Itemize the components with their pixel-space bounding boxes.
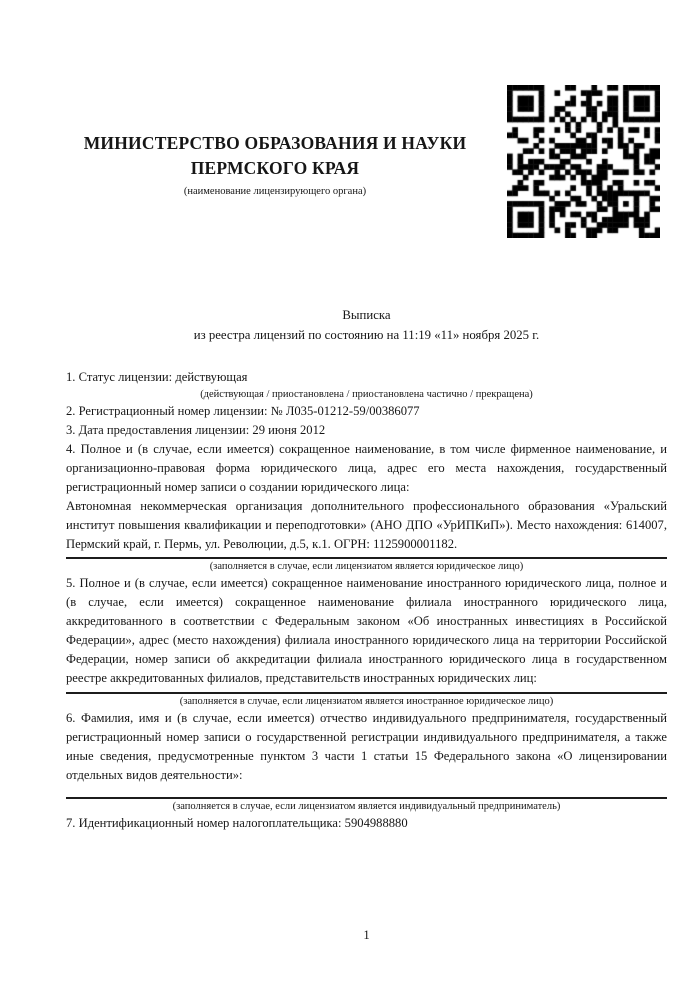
licensing-authority-caption: (наименование лицензирующего органа) [183, 186, 367, 197]
qr-code [507, 85, 660, 238]
document-title-line2: из реестра лицензий по состоянию на 11:19 «11» ноября 2025 г. [193, 328, 540, 342]
taxpayer-id-line: 7. Идентификационный номер налогоплательщика: 5904988880 [66, 816, 408, 830]
document-title-line1: Выписка [342, 308, 391, 322]
registration-number-line: 2. Регистрационный номер лицензии: № Л035-01212-59/00386077 [66, 404, 420, 418]
license-status-line: 1. Статус лицензии: действующая [66, 370, 248, 384]
foreign-entity-caption: (заполняется в случае, если лицензиатом является иностранное юридическое лицо) [179, 696, 554, 707]
foreign-entity-label: 5. Полное и (в случае, если имеется) сокращенное наименование иностранного юридического лица, полное и (в случае, если имеется) сокращенное наименование филиала иностранного юридического лица, аккредитованного в соответствии с Федеральным законом «Об иностранных инвестициях в Российской Федерации», адрес (место нахождения) филиала иностранного юридического лица на территории Российской Федерации, номер записи об аккредитации филиала иностранного юридического лица в государственном реестре аккредитованных филиалов, представительств иностранных юридических лиц: [66, 576, 667, 685]
ministry-header [66, 131, 484, 199]
ministry-name-line2: ПЕРМСКОГО КРАЯ [190, 158, 360, 178]
page-number: 1 [363, 928, 370, 942]
legal-entity-label: 4. Полное и (в случае, если имеется) сокращенное наименование, в том числе фирменное наименование, и организационно-правовая форма юридического лица, адрес его места нахождения, государственный регистрационный номер записи о создании юридического лица: [66, 442, 667, 494]
entrepreneur-caption: (заполняется в случае, если лицензиатом является индивидуальный предприниматель) [172, 801, 561, 812]
ministry-name-line1: МИНИСТЕРСТВО ОБРАЗОВАНИЯ И НАУКИ [83, 133, 467, 153]
document-title [66, 305, 667, 345]
legal-entity-value: Автономная некоммерческая организация дополнительного профессионального образования «Уральский институт повышения квалификации и переподготовки» (АНО ДПО «УрИПКиП»). Место нахождения: 614007, Пермский край, г. Пермь, ул. Революции, д.5, к.1. ОГРН: 1125900001182. [66, 499, 667, 551]
entrepreneur-label: 6. Фамилия, имя и (в случае, если имеется) отчество индивидуального предпринимателя, государственный регистрационный номер записи о государственной регистрации индивидуального предпринимателя, а также иные сведения, предусмотренные пунктом 3 части 1 статьи 15 Федерального закона «О лицензировании отдельных видов деятельности»: [66, 711, 667, 782]
license-status-options-caption: (действующая / приостановлена / приостановлена частично / прекращена) [200, 389, 533, 400]
license-grant-date-line: 3. Дата предоставления лицензии: 29 июня 2012 [66, 423, 326, 437]
document-body [66, 368, 667, 833]
legal-entity-caption: (заполняется в случае, если лицензиатом является юридическое лицо) [209, 561, 524, 572]
